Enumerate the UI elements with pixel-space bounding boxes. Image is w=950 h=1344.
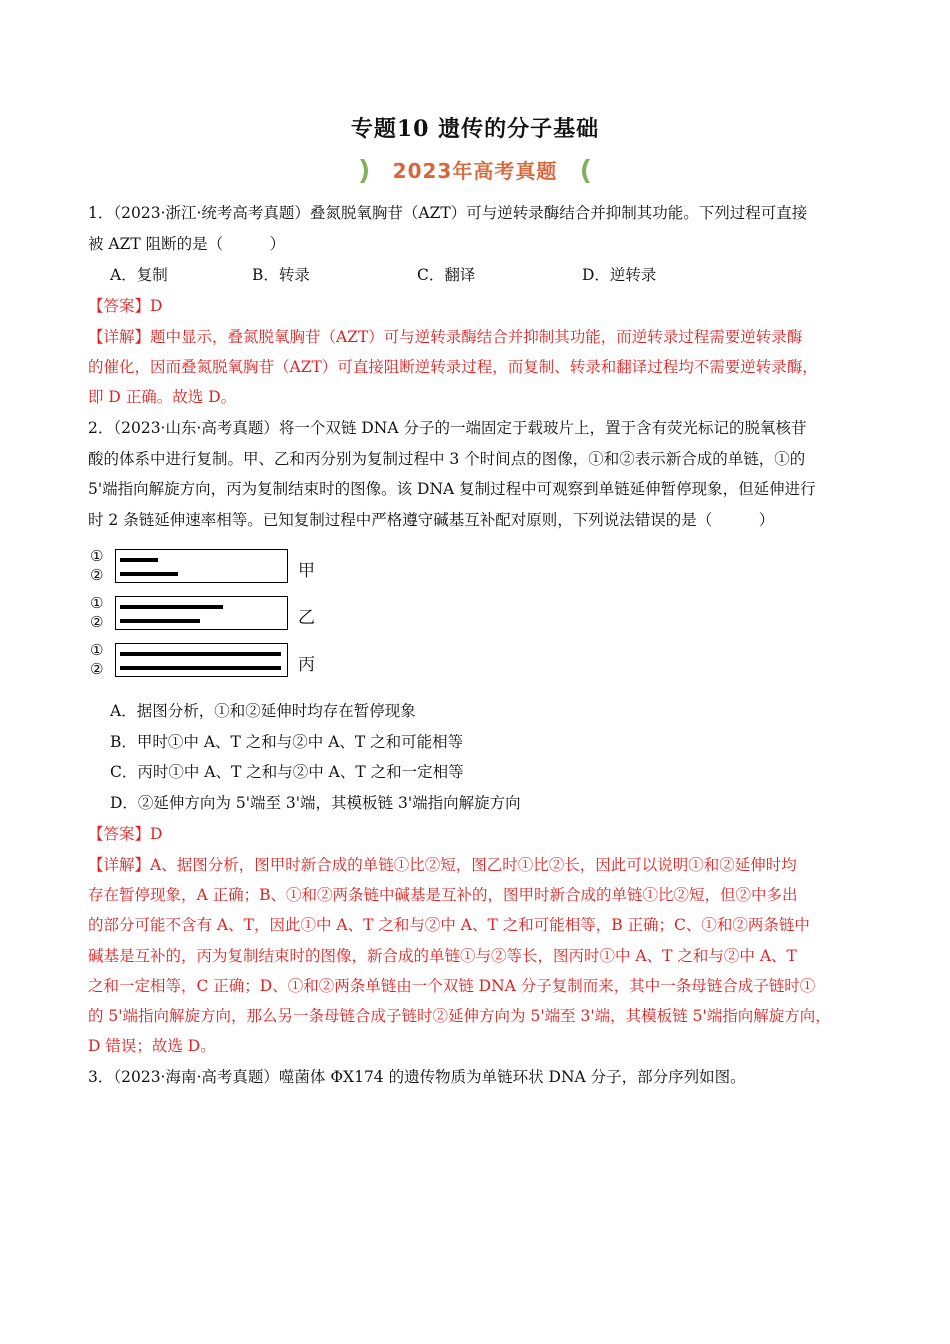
q1-option-d: D．逆转录: [582, 266, 657, 284]
q2-explain-line-4: 碱基是互补的，丙为复制结束时的图像，新合成的单链①与②等长，图丙时①中 A、T 之和与②中 A、T: [88, 947, 797, 965]
q2-explain-line-2: 存在暂停现象，A 正确；B、①和②两条链中碱基是互补的，图甲时新合成的单链①比②短，但②中多出: [88, 886, 798, 904]
q2-stem-line-4: 时 2 条链延伸速率相等。已知复制过程中严格遵守碱基互补配对原则，下列说法错误的是（ ）: [88, 511, 775, 529]
q2-option-c: C．丙时①中 A、T 之和与②中 A、T 之和一定相等: [110, 763, 464, 781]
panel-label-bing: 丙: [298, 655, 315, 675]
q2-option-a: A．据图分析，①和②延伸时均存在暂停现象: [110, 702, 416, 720]
q2-stem-line-3: 5'端指向解旋方向，丙为复制结束时的图像。该 DNA 复制过程中可观察到单链延伸暂停现象，但延伸进行: [88, 480, 816, 498]
panel-box-bing: [115, 643, 288, 677]
q2-explain-line-7: D 错误；故选 D。: [88, 1037, 216, 1055]
q2-explain-line-3: 的部分可能不含有 A、T，因此①中 A、T 之和与②中 A、T 之和可能相等，B 正确；C、①和②两条链中: [88, 916, 810, 934]
q1-option-b: B．转录: [252, 266, 310, 284]
q2-stem-line-2: 酸的体系中进行复制。甲、乙和丙分别为复制过程中 3 个时间点的图像，①和②表示新合成的单链，①的: [88, 450, 806, 468]
q1-answer: 【答案】D: [88, 297, 163, 315]
strand-1-label: ①: [90, 641, 104, 659]
strand-2-label: ②: [90, 613, 104, 631]
q2-stem-line-1: 2．（2023·山东·高考真题）将一个双链 DNA 分子的一端固定于载玻片上，置于含有荧光标记的脱氧核苷: [88, 419, 807, 437]
q1-stem-line-1: 1．（2023·浙江·统考高考真题）叠氮脱氧胸苷（AZT）可与逆转录酶结合并抑制其功能。下列过程可直接: [88, 204, 808, 222]
page-title: 专题10 遗传的分子基础: [350, 116, 600, 142]
panel-box-jia: [115, 549, 288, 583]
banner-text: 2023年高考真题: [392, 159, 558, 183]
q3-stem-line-1: 3．（2023·海南·高考真题）噬菌体 ΦX174 的遗传物质为单链环状 DNA 分子，部分序列如图。: [88, 1068, 746, 1086]
q1-option-a: A．复制: [110, 266, 168, 284]
q2-answer: 【答案】D: [88, 825, 163, 843]
strand-2-label: ②: [90, 566, 104, 584]
q2-option-b: B．甲时①中 A、T 之和与②中 A、T 之和可能相等: [110, 733, 464, 751]
panel-box-yi: [115, 596, 288, 630]
strand-2-label: ②: [90, 660, 104, 678]
strand-2-bar: [120, 572, 178, 576]
q1-stem-line-2: 被 AZT 阻断的是（ ）: [88, 235, 286, 253]
strand-1-bar: [120, 652, 281, 656]
strand-1-label: ①: [90, 547, 104, 565]
strand-2-bar: [120, 619, 200, 623]
q1-option-c: C．翻译: [417, 266, 476, 284]
q2-explain-line-6: 的 5'端指向解旋方向，那么另一条母链合成子链时②延伸方向为 5'端至 3'端，其模板链 5'端指向解旋方向，: [88, 1007, 831, 1025]
q1-explain-line-3: 即 D 正确。故选 D。: [88, 388, 237, 406]
strand-1-bar: [120, 558, 158, 562]
q2-explain-line-5: 之和一定相等，C 正确；D、①和②两条单链由一个双链 DNA 分子复制而来，其中一条母链合成子链时①: [88, 977, 816, 995]
section-banner: [354, 155, 596, 187]
strand-1-label: ①: [90, 594, 104, 612]
q1-explain-line-2: 的催化，因而叠氮脱氧胸苷（AZT）可直接阻断逆转录过程，而复制、转录和翻译过程均不需要逆转录酶，: [88, 358, 818, 376]
q2-explain-line-1: 【详解】A、据图分析，图甲时新合成的单链①比②短，图乙时①比②长，因此可以说明①和②延伸时均: [88, 856, 797, 874]
q2-option-d: D．②延伸方向为 5'端至 3'端，其模板链 3'端指向解旋方向: [110, 794, 521, 812]
q1-explain-line-1: 【详解】题中显示，叠氮脱氧胸苷（AZT）可与逆转录酶结合并抑制其功能，而逆转录过程需要逆转录酶: [88, 328, 803, 346]
panel-label-yi: 乙: [298, 608, 315, 628]
strand-1-bar: [120, 605, 223, 609]
strand-2-bar: [120, 666, 281, 670]
panel-label-jia: 甲: [298, 561, 315, 581]
